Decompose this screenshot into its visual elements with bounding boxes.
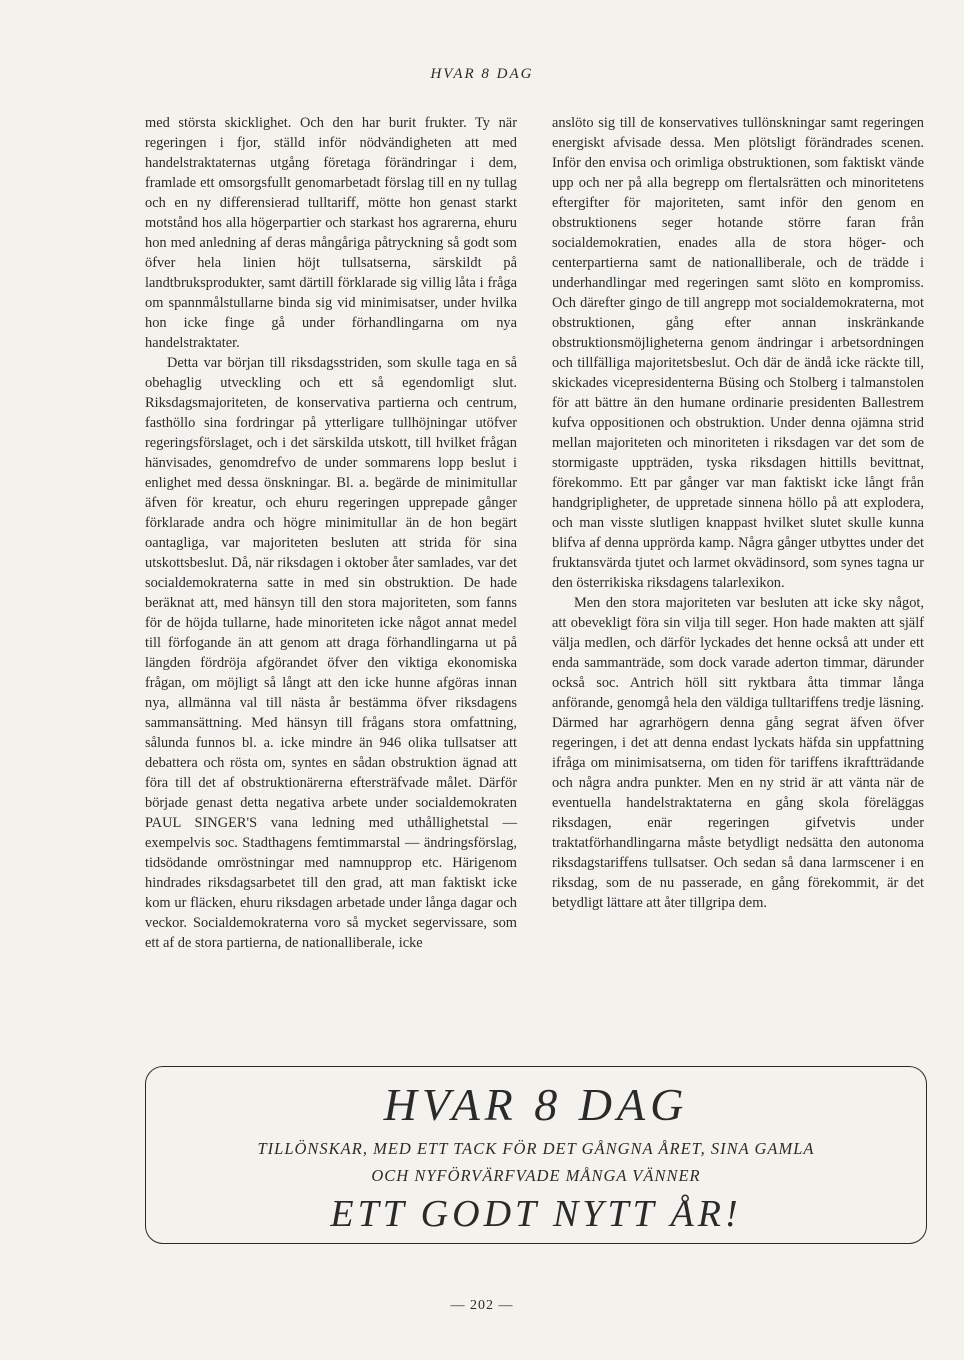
left-paragraph-2: Detta var början till riksdagsstriden, som skulle taga en så obehaglig utveckling och ett så egendomligt slut. Riksdagsmajoriteten, de konservativa partierna och centrum, fasthöllo sina fordringar på ytterligare tullhöjningar utöfver regeringsförslaget, och i det särskilda utskott, till hvilket frågan hänvisades, genomdrefvo de under sommarens lopp beslut i enlighet med dessa önskningar. Bl. a. begärde de minimitullar äfven för kreatur, och ehuru regeringen upprepade gånger förklarade andra och högre minimitullar än de hon begärt oantagliga, var majoriteten besluten att strida för sina utskottsbeslut. Då, när riksdagen i oktober åter samlades, var det socialdemokraterna satte in med sin obstruktion. De hade beräknat att, med hänsyn till den stora majoriteten, som fanns för de höjda tullarne, hade minoriteten icke något annat medel till förfogande än att genom att draga förhandlingarna ut på längden fördröja afgörandet öfver den viktiga ekonomiska frågan, om möjligt så långt att den icke hunne afgöras innan nya, allmänna val till nästa år bestämma öfver riksdagens sammansättning. Med hänsyn till frågans stora omfattning, sålunda funnos bl. a. icke mindre än 946 olika tullsatser att debattera och rösta om, syntes en sådan obstruktion ägnad att föra till det af obstruktionärerna eftersträfvade målet. Därför började genast detta negativa arbete under socialdemokraten PAUL SINGER'S vana ledning med uthållighetstal — exempelvis soc. Stadthagens femtimmarstal — ändringsförslag, tidsödande omröstningar med namnupprop etc. Härigenom hindrades riksdagsarbetet till den grad, att man faktiskt icke kom ur fläcken, ehuru riksdagen arbetade under långa dagar och veckor. Socialdemokraterna voro så mycket segervissare, som ett af de stora partierna, de nationalliberale, icke — [145, 355, 517, 951]
right-column — [552, 113, 924, 913]
notice-wish: ETT GODT NYTT ÅR! — [330, 1193, 742, 1235]
new-year-notice — [145, 1066, 927, 1244]
running-head: HVAR 8 DAG — [430, 66, 534, 82]
page-number: — 202 — — [450, 1298, 514, 1313]
notice-greeting-line-2: OCH NYFÖRVÄRFVADE MÅNGA VÄNNER — [371, 1166, 701, 1185]
left-column — [145, 113, 517, 953]
left-paragraph-1: med största skicklighet. Och den har burit frukter. Ty när regeringen i fjor, ställd inför nödvändigheten att med handelstraktaternas utgång företaga förändringar i dem, framlade ett omsorgsfullt genomarbetadt förslag till en ny tullag och en ny differensierad tulltariff, mötte hon genast starkt motstånd hos alla högerpartier och starkast hos agrarerna, ehuru hon med anledning af deras mångåriga påtryckning så godt som öfver hela linien höjt tullsatserna, särskildt på landtbruksprodukter, samt därtill förklarade sig villig låta i fråga om spannmålstullarne binda sig vid minimisatser, under hvilka hon icke finge gå under förhandlingarna om nya handelstraktater. — [145, 115, 517, 351]
notice-greeting-line-1: TILLÖNSKAR, MED ETT TACK FÖR DET GÅNGNA ÅRET, SINA GAMLA — [257, 1139, 815, 1158]
right-paragraph-2: Men den stora majoriteten var besluten att icke sky något, att obevekligt föra sin vilja till seger. Hon hade makten att själf välja medlen, och därför lyckades det henne också att under ett enda sammanträde, som dock varade aderton timmar, därunder också soc. Antrich höll sitt ryktbara åtta timmar långa anförande, genomgå hela den väldiga tulltariffens tredje läsning. Därmed har agrarhögern denna gång segrat äfven öfver regeringen, i det att denna endast lyckats häfda sin uppfattning ifråga om minimisatserna, om tiden för tariffens ikraftträdande och några andra punkter. Men en ny strid är att vänta när de eventuella handelstraktaterna en gång skola föreläggas riksdagen, enär regeringen gifvetvis under traktatförhandlingarna måste betydligt nedsätta den autonoma riksdagstariffens tullsatser. Och sedan så dana larmscener i en riksdag, som de nu passerade, en gång förekommit, är det betydligt lättare att åter tillgripa dem. — [552, 595, 924, 911]
right-paragraph-1: anslöto sig till de konservatives tullönskningar samt regeringen energiskt afvisade dessa. Men plötsligt förändrades scenen. Inför den envisa och orimliga obstruktionen, som faktiskt vände upp och ner på alla begrepp om flertalsrätten och minoritetens eftergifter för majoriteten, samt inför den genom en obstruktionens seger hotande större faran från socialdemokratien, enades alla de stora höger- och centerpartierna samt de nationalliberale, och de trädde i underhandlingar med regeringen samt slöto en kompromiss. Och därefter gingo de till angrepp mot socialdemokraterna, mot obstruktionen, gång efter annan inskränkande obstruktionsmöjligheterna genom ändringar i arbetsordningen och tillfälliga majoritetsbeslut. Och där de ändå icke räckte till, skickades vicepresidenterna Büsing och Stolberg i talmanstolen för att bättre än den humane ordinarie presidenten Ballestrem kufva oppositionen och obstruktion. Under denna ojämna strid mellan majoriteten och minoriteten i riksdagen var det som de stormigaste uppträden, tyska riksdagen hittills bevittnat, förekommo. Ett par gånger var man faktiskt icke långt från handgripligheter, de uppretade sinnena höllo på att explodera, och man visste slutligen knappast hvilket slutet skulle kunna blifva af denna upprörda kamp. Några gånger utbyttes under det fruktansvärda tjutet och larmet okvädinsord, som synes tagna ur den österrikiska riksdagens talarlexikon. — [552, 115, 924, 591]
notice-title: HVAR 8 DAG — [383, 1079, 689, 1130]
